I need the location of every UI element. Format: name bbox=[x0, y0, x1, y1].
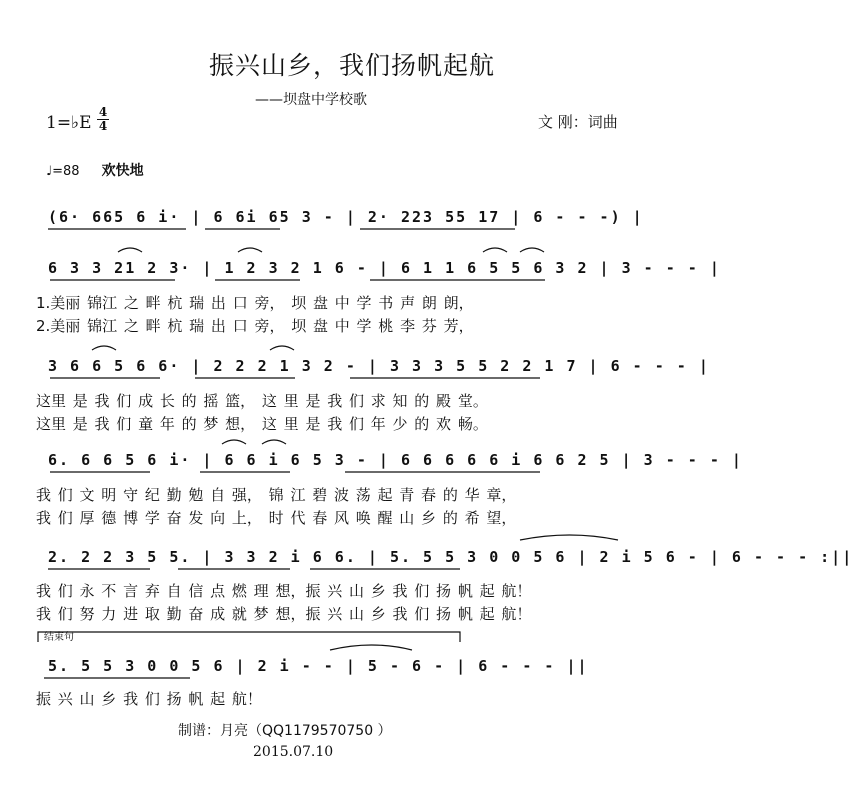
slur bbox=[330, 645, 412, 650]
time-signature-top: 4 bbox=[98, 105, 108, 119]
system-5-lyric-1: 我 们 永 不 言 弃 自 信 点 燃 理 想，振 兴 山 乡 我 们 扬 帆 起 航！ bbox=[36, 582, 532, 600]
tempo-mark: ♩=88 bbox=[46, 164, 80, 179]
slur bbox=[262, 440, 286, 444]
transcription-date: 2015.07.10 bbox=[253, 744, 334, 760]
system-4-lyric-1: 我 们 文 明 守 纪 勤 勉 自 强， 锦 江 碧 波 荡 起 青 春 的 华 章， bbox=[36, 486, 517, 504]
system-5-notes: 2. 2 2 3 5 5. | 3 3 2 i 6 6. | 5. 5 5 3 0 0 5 6 | 2 i 5 6 - | 6 - - - :|| bbox=[48, 548, 853, 566]
slur bbox=[520, 535, 618, 540]
system-5-lyric-2: 我 们 努 力 进 取 勤 奋 成 就 梦 想，振 兴 山 乡 我 们 扬 帆 起 航！ bbox=[36, 605, 532, 623]
coda-notes: 5. 5 5 3 0 0 5 6 | 2 i - - | 5 - 6 - | 6 - - - || bbox=[48, 657, 589, 675]
time-signature bbox=[97, 107, 109, 132]
system-4-notes: 6. 6 6 5 6 i· | 6 6 i 6 5 3 - | 6 6 6 6 6 i 6 6 2 5 | 3 - - - | bbox=[48, 451, 743, 469]
song-subtitle: ——坝盘中学校歌 bbox=[255, 92, 367, 108]
system-3-notes: 3 6 6 5 6 6· | 2 2 2 1 3 2 - | 3 3 3 5 5 2 2 1 7 | 6 - - - | bbox=[48, 357, 710, 375]
slur bbox=[520, 248, 544, 252]
system-2-lyric-1: 1.美丽 锦江 之 畔 杭 瑞 出 口 旁， 坝 盘 中 学 书 声 朗 朗， bbox=[36, 294, 474, 312]
tempo-expression: 欢快地 bbox=[101, 163, 144, 179]
transcriber-credit: 制谱：月亮（QQ1179570750 ） bbox=[178, 723, 392, 739]
coda-label: 结束句 bbox=[44, 632, 74, 643]
song-title: 振兴山乡，我们扬帆起航 bbox=[208, 51, 495, 80]
time-signature-bottom: 4 bbox=[98, 119, 108, 133]
coda-bracket bbox=[38, 632, 460, 642]
author-credit: 文 刚：词曲 bbox=[538, 113, 618, 131]
system-1-notes: (6· 665 6 i· | 6 6i 65 3 - | 2· 223 55 17 | 6 - - -) | bbox=[48, 208, 644, 226]
system-2-lyric-2: 2.美丽 锦江 之 畔 杭 瑞 出 口 旁， 坝 盘 中 学 桃 李 芬 芳， bbox=[36, 317, 474, 335]
system-3-lyric-2: 这里 是 我 们 童 年 的 梦 想， 这 里 是 我 们 年 少 的 欢 畅。 bbox=[36, 415, 488, 433]
system-4-lyric-2: 我 们 厚 德 博 学 奋 发 向 上， 时 代 春 风 唤 醒 山 乡 的 希 望， bbox=[36, 509, 517, 527]
slur bbox=[92, 346, 116, 350]
system-3-lyric-1: 这里 是 我 们 成 长 的 摇 篮， 这 里 是 我 们 求 知 的 殿 堂。 bbox=[36, 392, 488, 410]
key-signature: 1=♭E bbox=[46, 113, 92, 133]
slur bbox=[270, 346, 294, 350]
slur bbox=[222, 440, 246, 444]
system-2-notes: 6 3 3 21 2 3· | 1 2 3 2 1 6 - | 6 1 1 6 5 5 6 3 2 | 3 - - - | bbox=[48, 259, 721, 277]
slur bbox=[483, 248, 507, 252]
slur bbox=[118, 248, 142, 252]
tempo-marking bbox=[46, 160, 144, 180]
coda-lyric: 振 兴 山 乡 我 们 扬 帆 起 航！ bbox=[36, 690, 262, 708]
slur bbox=[238, 248, 262, 252]
